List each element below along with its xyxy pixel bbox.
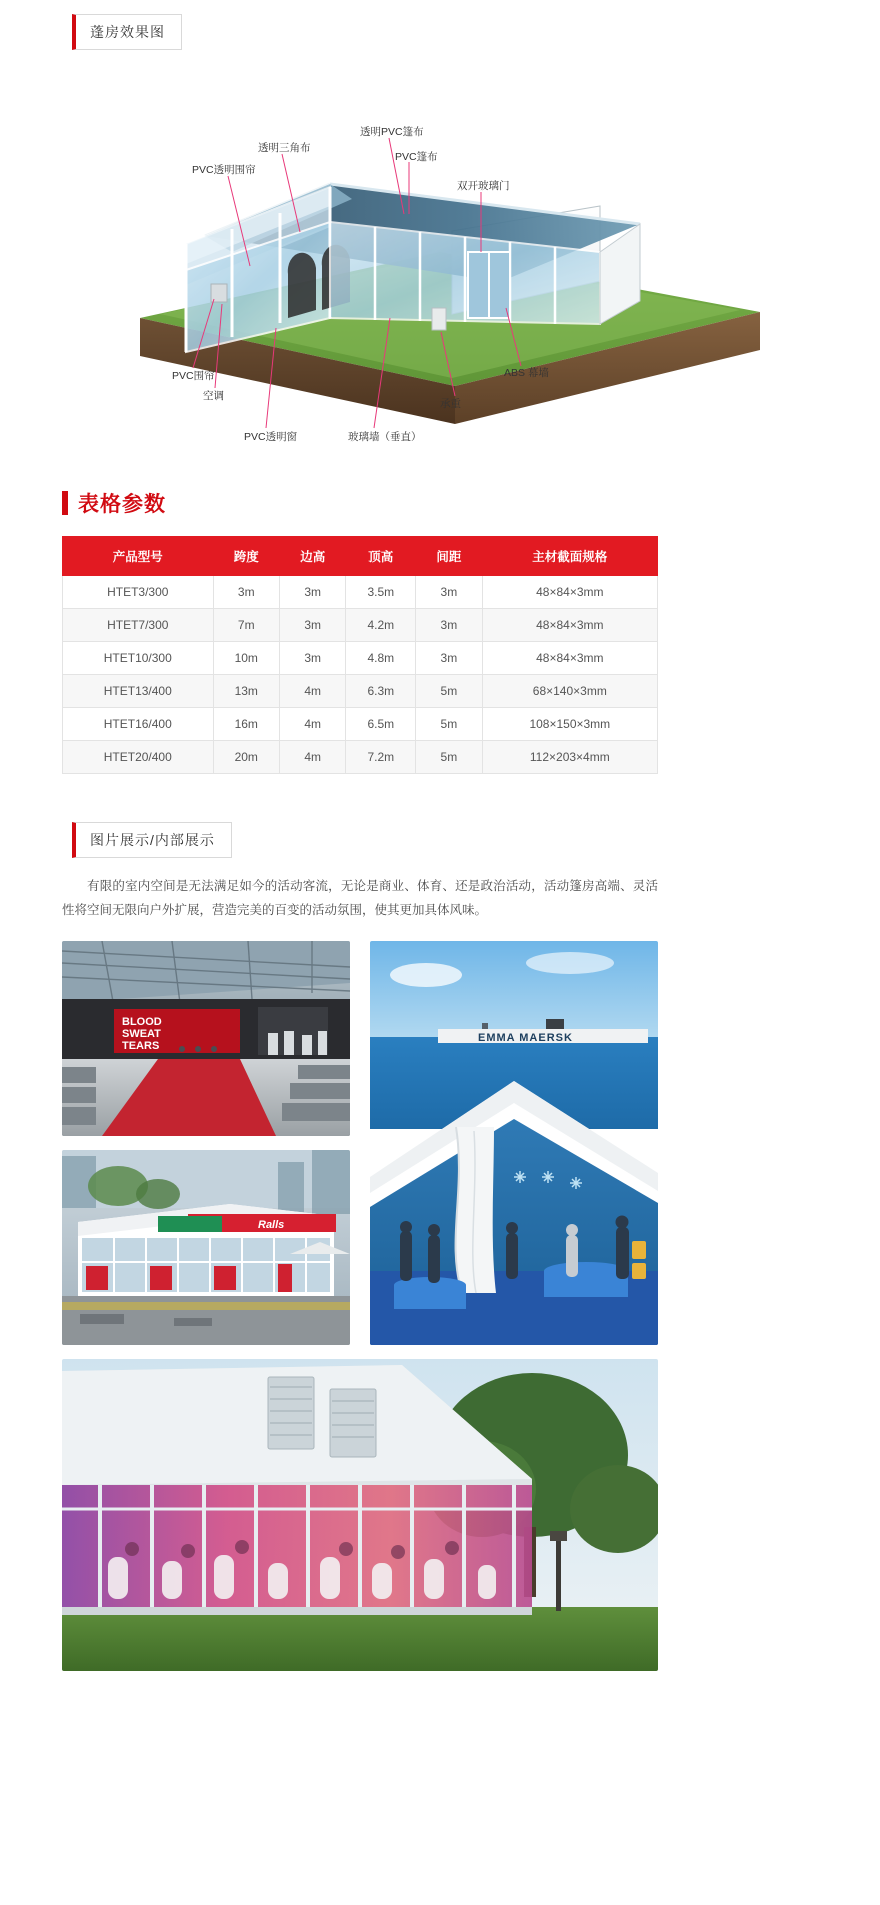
cell: 3m — [416, 609, 482, 642]
cell: 6.5m — [346, 708, 416, 741]
diagram-label: ABS 幕墙 — [504, 367, 549, 379]
cell: 5m — [416, 675, 482, 708]
diagram-label: 透明PVC篷布 — [360, 126, 424, 138]
gallery-description: 有限的室内空间是无法满足如今的活动客流，无论是商业、体育、还是政治活动，活动篷房高端、灵活性将空间无限向户外扩展，营造完美的百变的活动氛围，使其更加具体风味。 — [62, 879, 658, 918]
accent-bar — [62, 491, 68, 515]
table-row — [63, 576, 658, 609]
cell: 4m — [279, 741, 345, 774]
cell: 13m — [213, 675, 279, 708]
cell: 20m — [213, 741, 279, 774]
cell: 3m — [279, 642, 345, 675]
cell: 7m — [213, 609, 279, 642]
cell: 48×84×3mm — [482, 609, 657, 642]
cell: 108×150×3mm — [482, 708, 657, 741]
cell: 3m — [279, 576, 345, 609]
cell: 5m — [416, 741, 482, 774]
col-header: 间距 — [416, 537, 482, 576]
table-row — [63, 675, 658, 708]
cell: 68×140×3mm — [482, 675, 657, 708]
bottom-spacer — [0, 1671, 880, 1711]
photo-seaside-tent[interactable] — [370, 941, 658, 1345]
cell: HTET13/400 — [63, 675, 214, 708]
cell: 10m — [213, 642, 279, 675]
diagram-label: 透明三角布 — [258, 142, 311, 154]
col-header: 主材截面规格 — [482, 537, 657, 576]
cell: 6.3m — [346, 675, 416, 708]
photo-event-stage-image — [62, 941, 350, 1136]
cell: HTET20/400 — [63, 741, 214, 774]
cell: HTET10/300 — [63, 642, 214, 675]
diagram-label: PVC围帘 — [172, 370, 215, 382]
gallery-grid — [62, 941, 658, 1345]
svg-text:BLOOD: BLOOD — [122, 1015, 162, 1028]
col-header: 边高 — [279, 537, 345, 576]
photo-event-stage[interactable] — [62, 941, 350, 1136]
params-heading: 表格参数 — [78, 493, 166, 516]
diagram-label: 玻璃墙（垂直） — [348, 431, 422, 443]
cell: 3m — [279, 609, 345, 642]
cell: 4m — [279, 708, 345, 741]
cell: 5m — [416, 708, 482, 741]
photo-night-tent-image — [62, 1359, 658, 1671]
params-heading-wrap — [0, 488, 880, 518]
diagram-heading-wrap — [0, 0, 880, 50]
cell: 112×203×4mm — [482, 741, 657, 774]
col-header: 产品型号 — [63, 537, 214, 576]
cell: 3m — [416, 576, 482, 609]
table-row — [63, 609, 658, 642]
table-row — [63, 708, 658, 741]
diagram-label: PVC透明窗 — [244, 431, 298, 443]
cell: HTET16/400 — [63, 708, 214, 741]
cell: 16m — [213, 708, 279, 741]
cell: 3m — [213, 576, 279, 609]
cell: HTET3/300 — [63, 576, 214, 609]
cell: 4.2m — [346, 609, 416, 642]
photo-glass-pavilion-image — [62, 1150, 350, 1345]
diagram-label: 空调 — [203, 390, 224, 402]
svg-text:EMMA MAERSK: EMMA MAERSK — [478, 1031, 573, 1044]
cell: 48×84×3mm — [482, 576, 657, 609]
params-table — [62, 536, 658, 774]
gallery-heading: 图片展示/内部展示 — [72, 822, 232, 858]
diagram-heading: 蓬房效果图 — [72, 14, 182, 50]
gallery-heading-wrap — [0, 822, 880, 858]
cell: 3.5m — [346, 576, 416, 609]
cell: 4.8m — [346, 642, 416, 675]
col-header: 顶高 — [346, 537, 416, 576]
photo-glass-pavilion[interactable] — [62, 1150, 350, 1345]
tent-diagram-svg — [0, 56, 880, 446]
photo-night-tent[interactable] — [62, 1359, 658, 1671]
svg-text:TEARS: TEARS — [122, 1039, 160, 1052]
cell: 48×84×3mm — [482, 642, 657, 675]
photo-seaside-tent-image — [370, 941, 658, 1345]
col-header: 跨度 — [213, 537, 279, 576]
svg-text:Ralls: Ralls — [258, 1218, 285, 1231]
diagram-label: 双开玻璃门 — [457, 180, 510, 192]
svg-text:SWEAT: SWEAT — [122, 1027, 161, 1040]
table-header-row — [63, 537, 658, 576]
tent-diagram — [0, 56, 880, 446]
diagram-label: 承重 — [440, 398, 461, 410]
cell: HTET7/300 — [63, 609, 214, 642]
table-row — [63, 741, 658, 774]
diagram-label: PVC透明围帘 — [192, 164, 256, 176]
diagram-label: PVC篷布 — [395, 151, 438, 163]
cell: 4m — [279, 675, 345, 708]
cell: 7.2m — [346, 741, 416, 774]
table-row — [63, 642, 658, 675]
cell: 3m — [416, 642, 482, 675]
